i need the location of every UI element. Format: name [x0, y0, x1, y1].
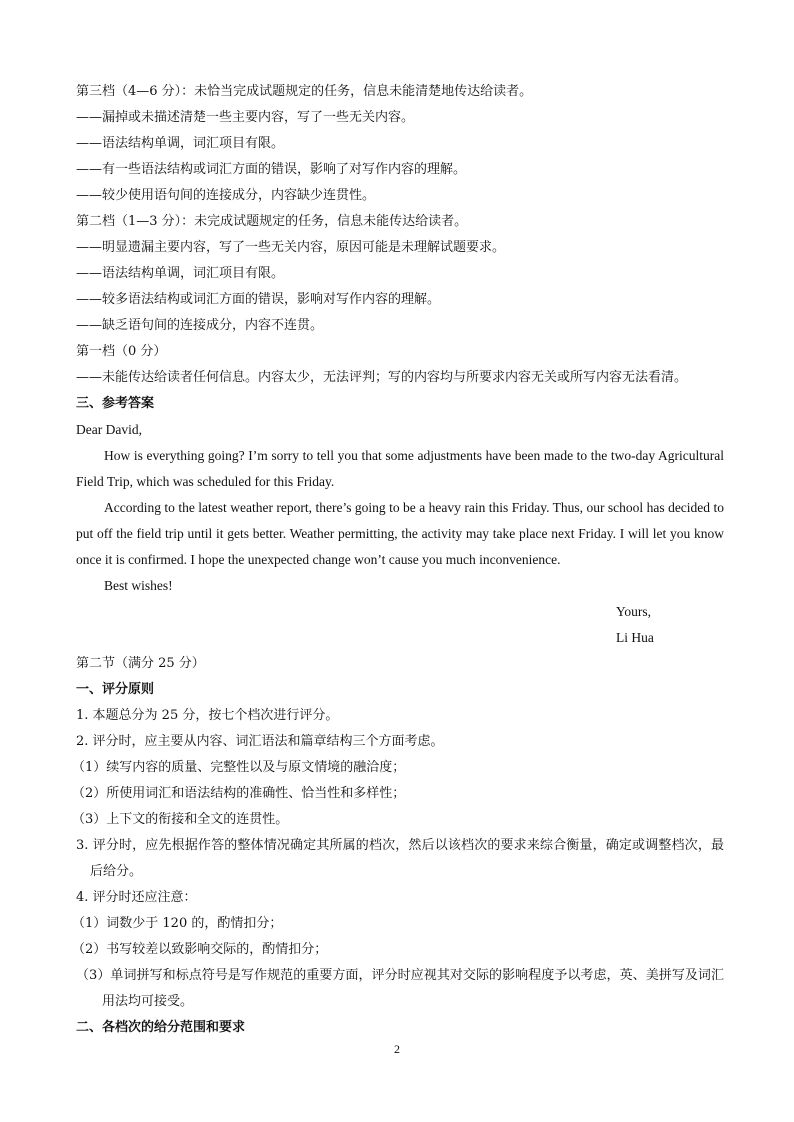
grade-3-heading: 第三档（4—6 分）：未恰当完成试题规定的任务，信息未能清楚地传达给读者。	[76, 84, 533, 99]
letter-closing: Best wishes!	[104, 578, 173, 593]
scoring-rule-3: 3. 评分时，应先根据作答的整体情况确定其所属的档次，然后以该档次的要求来综合衡量，确定或调整档次，最后给分。	[76, 838, 724, 879]
scoring-subitem: （3）单词拼写和标点符号是写作规范的重要方面，评分时应视其对交际的影响程度予以考虑，英、美拼写及词汇用法均可接受。	[76, 968, 724, 1009]
grade-2-item: ——缺乏语句间的连接成分，内容不连贯。	[76, 318, 324, 333]
scoring-rule-2: 2. 评分时，应主要从内容、词汇语法和篇章结构三个方面考虑。	[76, 734, 444, 749]
grade-2-item: ——语法结构单调，词汇项目有限。	[76, 266, 285, 281]
scoring-rule-4-heading: 4. 评分时还应注意：	[76, 890, 197, 905]
letter-salutation: Dear David,	[76, 422, 142, 437]
letter-paragraph-2: According to the latest weather report, there’s going to be a heavy rain this Friday. Thus, our school has decided to put off the field trip until it gets better. Weather permitting, the activity may take place next Friday. I will let you know once it is confirmed. I hope the unexpected change won’t cause you much inconvenience.	[76, 500, 724, 567]
grade-2-item: ——较多语法结构或词汇方面的错误，影响对写作内容的理解。	[76, 292, 441, 307]
letter-signature: Li Hua	[616, 630, 654, 645]
grade-3-item: ——较少使用语句间的连接成分，内容缺少连贯性。	[76, 188, 376, 203]
grade-1-heading: 第一档（0 分）	[76, 344, 167, 359]
scoring-subitem: （2）书写较差以致影响交际的，酌情扣分；	[72, 942, 328, 957]
grade-3-item: ——有一些语法结构或词汇方面的错误，影响了对写作内容的理解。	[76, 162, 467, 177]
scoring-subitem: （2）所使用词汇和语法结构的准确性、恰当性和多样性；	[72, 786, 406, 801]
grade-3-item: ——语法结构单调，词汇项目有限。	[76, 136, 285, 151]
grade-3-item: ——漏掉或未描述清楚一些主要内容，写了一些无关内容。	[76, 110, 415, 125]
part-2-title: 第二节（满分 25 分）	[76, 656, 205, 671]
scoring-subitem: （3）上下文的衔接和全文的连贯性。	[72, 812, 289, 827]
grade-2-heading: 第二档（1—3 分）：未完成试题规定的任务，信息未能传达给读者。	[76, 214, 468, 229]
page-number: 2	[394, 1042, 400, 1056]
scoring-subitem: （1）词数少于 120 的，酌情扣分；	[72, 916, 283, 931]
scoring-principles-heading: 一、评分原则	[76, 682, 155, 697]
document-page	[72, 79, 724, 1041]
scoring-rule-1: 1. 本题总分为 25 分，按七个档次进行评分。	[76, 708, 339, 723]
grade-1-item: ——未能传达给读者任何信息。内容太少，无法评判；写的内容均与所要求内容无关或所写内容无法看清。	[76, 370, 688, 385]
letter-sign-off: Yours,	[616, 604, 652, 619]
letter-paragraph-1: How is everything going? I’m sorry to tell you that some adjustments have been made to the two-day Agricultural Field Trip, which was scheduled for this Friday.	[76, 448, 724, 489]
grade-levels-heading: 二、各档次的给分范围和要求	[76, 1020, 246, 1035]
reference-answer-heading: 三、参考答案	[76, 396, 155, 411]
grade-2-item: ——明显遗漏主要内容，写了一些无关内容，原因可能是未理解试题要求。	[76, 240, 506, 255]
scoring-subitem: （1）续写内容的质量、完整性以及与原文情境的融洽度；	[72, 760, 406, 775]
